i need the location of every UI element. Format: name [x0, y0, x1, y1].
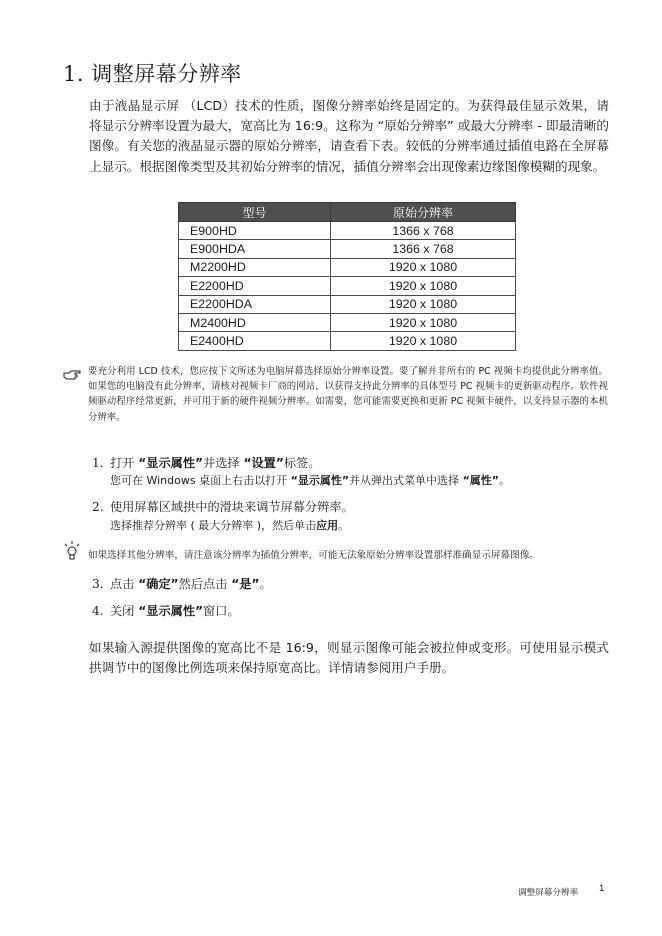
model-cell: E2200HDA [179, 295, 331, 313]
step-text: 然后点击 [178, 577, 232, 591]
intro-paragraph: 由于液晶显示屏 （LCD）技术的性质，图像分辨率始终是固定的。为获得最佳显示效果，请将显示分辨率设置为最大，宽高比为 16:9。这称为 “原始分辨率” 或最大分辨率 - 即最清晰的图像。有关您的液晶显示器的原始分辨率，请查看下表。较低的分辨率通过插值电路在全屏幕上显示。根据图像类型及其初始分辨率的情况，插值分辨率会出现像素边缘图像模糊的现象。 [89, 98, 609, 174]
model-cell: M2200HD [179, 258, 331, 276]
page-title: 1. 调整屏幕分辨率 [63, 62, 242, 86]
step-text: 使用屏幕区域拱中的滑块来调节屏幕分辨率。 [110, 500, 354, 514]
pointing-hand-icon [63, 366, 83, 385]
resolution-table [178, 202, 516, 351]
step-text: 。 [338, 519, 350, 532]
step-text: 标签。 [283, 456, 321, 470]
ui-term: 应用 [316, 519, 339, 532]
resolution-cell: 1920 x 1080 [331, 295, 516, 313]
ui-term: “显示属性” [138, 604, 204, 618]
step-text: 选择推荐分辨率 ( 最大分辨率 )，然后单击 [110, 519, 317, 532]
ui-term: “属性” [462, 474, 500, 487]
resolution-cell: 1366 x 768 [331, 240, 516, 258]
step-text: 并选择 [203, 456, 244, 470]
step-text: 点击 [110, 577, 139, 591]
table-row [179, 313, 516, 331]
footer-section-label: 调整屏幕分辨率 [518, 888, 579, 898]
ui-term: “确定” [138, 577, 179, 591]
resolution-cell: 1920 x 1080 [331, 332, 516, 350]
table-row [179, 258, 516, 276]
step-number: 3. [92, 577, 104, 591]
step-2 [92, 498, 354, 515]
ui-term: “设置” [243, 456, 284, 470]
ui-term: “显示属性” [290, 474, 350, 487]
step-4 [92, 602, 240, 619]
table-row [179, 277, 516, 295]
table-row [179, 332, 516, 350]
step-1 [92, 454, 320, 471]
step-3 [92, 575, 272, 592]
table-header-row [179, 203, 516, 222]
step-text: 您可在 Windows 桌面上右击以打开 [110, 474, 291, 487]
step-2-detail [110, 517, 349, 533]
model-cell: E2400HD [179, 332, 331, 350]
step-text: 打开 [110, 456, 139, 470]
step-number: 1. [92, 456, 104, 470]
step-text: 。 [499, 474, 511, 487]
model-cell: M2400HD [179, 313, 331, 331]
step-text: 并从弹出式菜单中选择 [349, 474, 463, 487]
lightbulb-icon [64, 541, 80, 565]
ui-term: “显示属性” [138, 456, 204, 470]
table-row [179, 240, 516, 258]
step-1-detail [110, 472, 510, 488]
header-resolution: 原始分辨率 [331, 203, 516, 222]
step-number: 2. [92, 500, 104, 514]
model-cell: E900HD [179, 222, 331, 240]
resolution-cell: 1366 x 768 [331, 222, 516, 240]
outro-paragraph: 如果输入源提供图像的宽高比不是 16:9，则显示图像可能会被拉伸或变形。可使用显示模式拱调节中的图像比例选项来保持原宽高比。详情请参阅用户手册。 [89, 640, 609, 676]
resolution-cell: 1920 x 1080 [331, 258, 516, 276]
table-row [179, 295, 516, 313]
model-cell: E900HDA [179, 240, 331, 258]
resolution-cell: 1920 x 1080 [331, 313, 516, 331]
tip-text: 如果选择其他分辨率，请注意该分辨率为插值分辨率，可能无法象原始分辨率设置那样准确显示屏幕图像。 [88, 550, 539, 561]
resolution-cell: 1920 x 1080 [331, 277, 516, 295]
step-number: 4. [92, 604, 104, 618]
step-text: 窗口。 [203, 604, 240, 618]
step-text: 关闭 [110, 604, 139, 618]
model-cell: E2200HD [179, 277, 331, 295]
footer-page-number: 1 [599, 883, 605, 894]
note-paragraph: 要充分利用 LCD 技术，您应按下文所述为电脑屏幕选择原始分辨率设置。要了解并非所有的 PC 视频卡均提供此分辨率值。如果您的电脑没有此分辨率，请核对视频卡厂商的网站，以获得支持此分辨率的具体型号 PC 视频卡的更新驱动程序。软件视频驱动程序经常更新，并可用于新的硬件视频分辨率。如需要，您可能需要更换和更新 PC 视频卡硬件，以支持显示器的本机分辨率。 [88, 366, 608, 423]
table-row [179, 222, 516, 240]
step-text: 。 [259, 577, 272, 591]
ui-term: “是” [231, 577, 260, 591]
header-model: 型号 [179, 203, 331, 222]
